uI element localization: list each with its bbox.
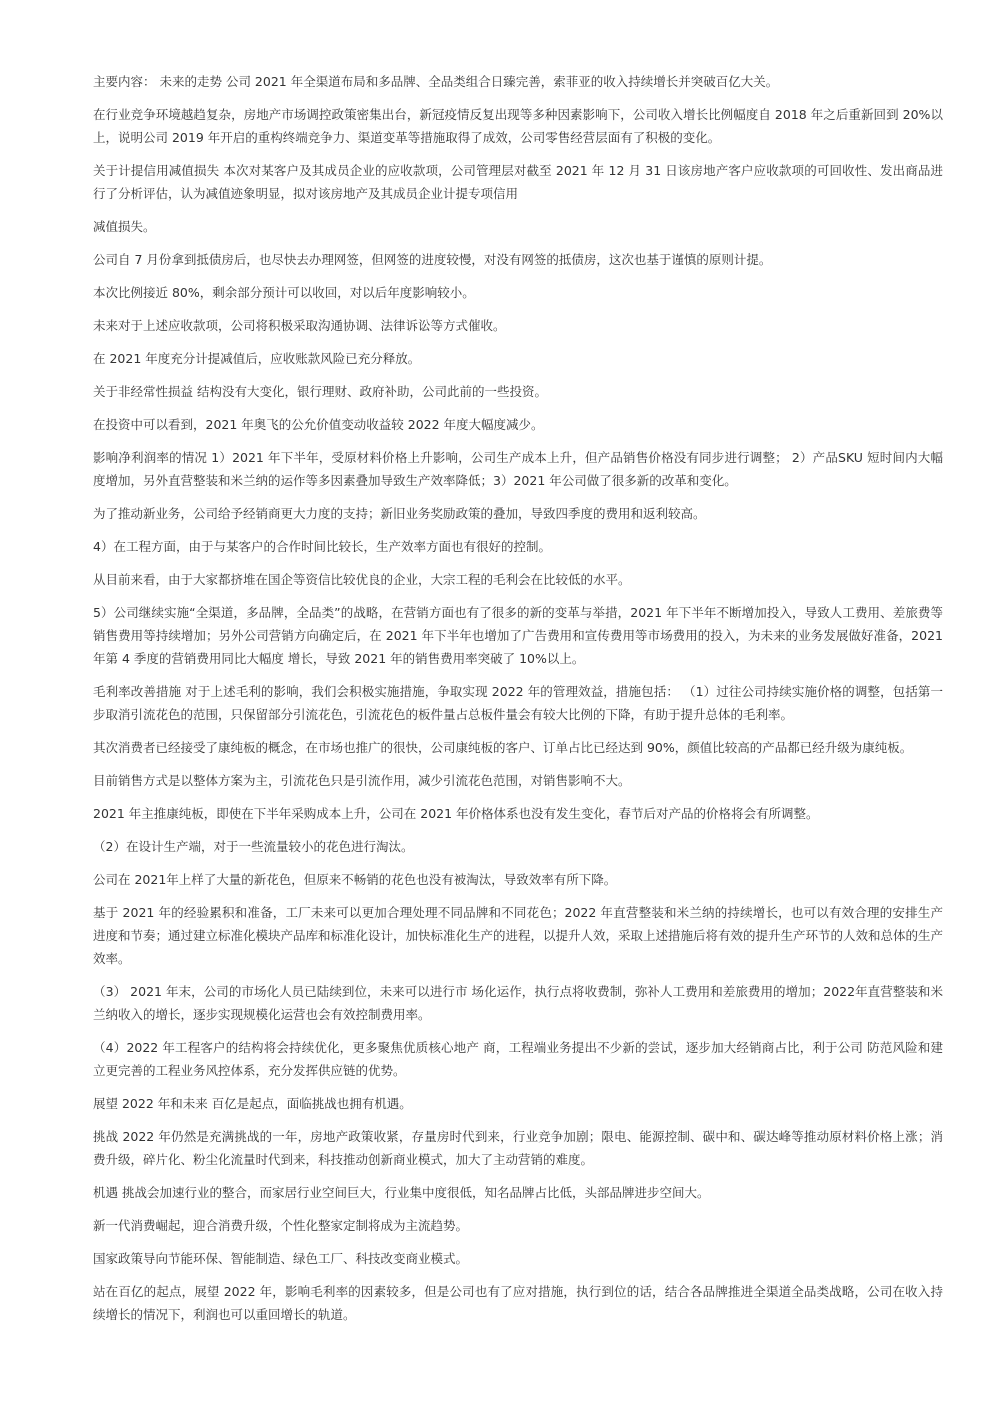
paragraph-strategy: 5）公司继续实施“全渠道，多品牌，全品类”的战略，在营销方面也有了很多的新的变革与举措，2021 年下半年不断增加投入，导致人工费用、差旅费等销售费用等持续增加；另外公司营销方向确定后，在 2021 年下半年也增加了广告费用和宣传费用等市场费用的投入，为未来的业务发展做好准备，2021 年第 4 季度的营销费用同比大幅度 增长，导致 2021 年的销售费用率突破了 10%以上。 bbox=[93, 605, 943, 666]
paragraph-ratio: 本次比例接近 80%，剩余部分预计可以收回，对以后年度影响较小。 bbox=[93, 285, 475, 300]
paragraph-challenges: 挑战 2022 年仍然是充满挑战的一年，房地产政策收紧，存量房时代到来，行业竞争加剧；限电、能源控制、碳中和、碳达峰等推动原材料价格上涨；消费升级，碎片化、粉尘化流量时代到来，科技推动创新商业模式，加大了主动营销的难度。 bbox=[93, 1129, 943, 1167]
paragraph-dealer-support: 为了推动新业务，公司给予经销商更大力度的支持；新旧业务奖励政策的叠加，导致四季度的费用和返利较高。 bbox=[93, 506, 706, 521]
paragraph-main-content: 主要内容： 未来的走势 公司 2021 年全渠道布局和多品牌、全品类组合日臻完善，索菲亚的收入持续增长并突破百亿大关。 bbox=[93, 74, 779, 89]
paragraph-engineering: 4）在工程方面，由于与某客户的合作时间比较长，生产效率方面也有很好的控制。 bbox=[93, 539, 551, 554]
paragraph-opportunities: 机遇 挑战会加速行业的整合，而家居行业空间巨大，行业集中度很低，知名品牌占比低，头部品牌进步空间大。 bbox=[93, 1185, 710, 1200]
paragraph-risk-released: 在 2021 年度充分计提减值后，应收账款风险已充分释放。 bbox=[93, 351, 421, 366]
paragraph-factory: 基于 2021 年的经验累积和准备，工厂未来可以更加合理处理不同品牌和不同花色；2022 年直营整装和米兰纳的持续增长，也可以有效合理的安排生产进度和节奏；通过建立标准化模块产品库和标准化设计，加快标准化生产的进程，以提升人效，采取上述措施后将有效的提升生产环节的人效和总体的生产效率。 bbox=[93, 905, 944, 966]
paragraph-collection: 未来对于上述应收款项，公司将积极采取沟通协调、法律诉讼等方式催收。 bbox=[93, 318, 506, 333]
paragraph-investment: 在投资中可以看到，2021 年奥飞的公允价值变动收益较 2022 年度大幅度减少。 bbox=[93, 417, 544, 432]
paragraph-impairment-loss: 减值损失。 bbox=[93, 219, 156, 234]
paragraph-bulk-engineering: 从目前来看，由于大家都挤堆在国企等资信比较优良的企业，大宗工程的毛利会在比较低的水平。 bbox=[93, 572, 631, 587]
paragraph-kangchun-board: 其次消费者已经接受了康纯板的概念，在市场也推广的很快，公司康纯板的客户、订单占比已经达到 90%，颜值比较高的产品都已经升级为康纯板。 bbox=[93, 740, 913, 755]
paragraph-design-production: （2）在设计生产端，对于一些流量较小的花色进行淘汰。 bbox=[93, 839, 414, 854]
paragraph-net-margin: 影响净利润率的情况 1）2021 年下半年，受原材料价格上升影响，公司生产成本上升，但产品销售价格没有同步进行调整； 2）产品SKU 短时间内大幅度增加，另外直营整装和米兰纳的运作等多因素叠加导致生产效率降低；3）2021 年公司做了很多新的改革和变化。 bbox=[93, 450, 943, 488]
paragraph-gross-margin: 毛利率改善措施 对于上述毛利的影响，我们会积极实施措施，争取实现 2022 年的管理效益，措施包括： （1）过往公司持续实施价格的调整，包括第一步取消引流花色的范围，只保留部分引流花色，引流花色的板件量占总板件量会有较大比例的下降，有助于提升总体的毛利率。 bbox=[93, 684, 943, 722]
document-page bbox=[93, 70, 943, 1336]
paragraph-industry-competition: 在行业竞争环境越趋复杂，房地产市场调控政策密集出台，新冠疫情反复出现等多种因素影响下，公司收入增长比例幅度自 2018 年之后重新回到 20%以上，说明公司 2019 年开启的重构终端竞争力、渠道变革等措施取得了成效，公司零售经营层面有了积极的变化。 bbox=[93, 107, 943, 145]
paragraph-marketization: （3） 2021 年末，公司的市场化人员已陆续到位，未来可以进行市 场化运作，执行点将收费制，弥补人工费用和差旅费用的增加；2022年直营整装和米兰纳收入的增长，逐步实现规模化运营也会有效控制费用率。 bbox=[93, 984, 943, 1022]
paragraph-sales-method: 目前销售方式是以整体方案为主，引流花色只是引流作用，减少引流花色范围，对销售影响不大。 bbox=[93, 773, 631, 788]
paragraph-new-colors: 公司在 2021年上样了大量的新花色，但原来不畅销的花色也没有被淘汰，导致效率有所下降。 bbox=[93, 872, 617, 887]
paragraph-policy: 国家政策导向节能环保、智能制造、绿色工厂、科技改变商业模式。 bbox=[93, 1251, 469, 1266]
paragraph-engineering-customers: （4）2022 年工程客户的结构将会持续优化，更多聚焦优质核心地产 商，工程端业务提出不少新的尝试，逐步加大经销商占比，利于公司 防范风险和建立更完善的工程业务风控体系，充分发挥供应链的优势。 bbox=[93, 1040, 943, 1078]
paragraph-credit-impairment: 关于计提信用减值损失 本次对某客户及其成员企业的应收款项，公司管理层对截至 2021 年 12 月 31 日该房地产客户应收款项的可回收性、发出商品进行了分析评估，认为减值迹象明显，拟对该房地产及其成员企业计提专项信用 bbox=[93, 163, 943, 201]
paragraph-debt-property: 公司自 7 月份拿到抵债房后，也尽快去办理网签，但网签的进度较慢，对没有网签的抵债房，这次也基于谨慎的原则计提。 bbox=[93, 252, 772, 267]
paragraph-2021-pricing: 2021 年主推康纯板，即使在下半年采购成本上升，公司在 2021 年价格体系也没有发生变化，春节后对产品的价格将会有所调整。 bbox=[93, 806, 819, 821]
paragraph-outlook: 展望 2022 年和未来 百亿是起点，面临挑战也拥有机遇。 bbox=[93, 1096, 412, 1111]
paragraph-conclusion: 站在百亿的起点，展望 2022 年，影响毛利率的因素较多，但是公司也有了应对措施，执行到位的话，结合各品牌推进全渠道全品类战略，公司在收入持续增长的情况下，利润也可以重回增长的轨道。 bbox=[93, 1284, 943, 1322]
paragraph-new-consumption: 新一代消费崛起，迎合消费升级，个性化整家定制将成为主流趋势。 bbox=[93, 1218, 469, 1233]
paragraph-non-recurring: 关于非经常性损益 结构没有大变化，银行理财、政府补助，公司此前的一些投资。 bbox=[93, 384, 547, 399]
